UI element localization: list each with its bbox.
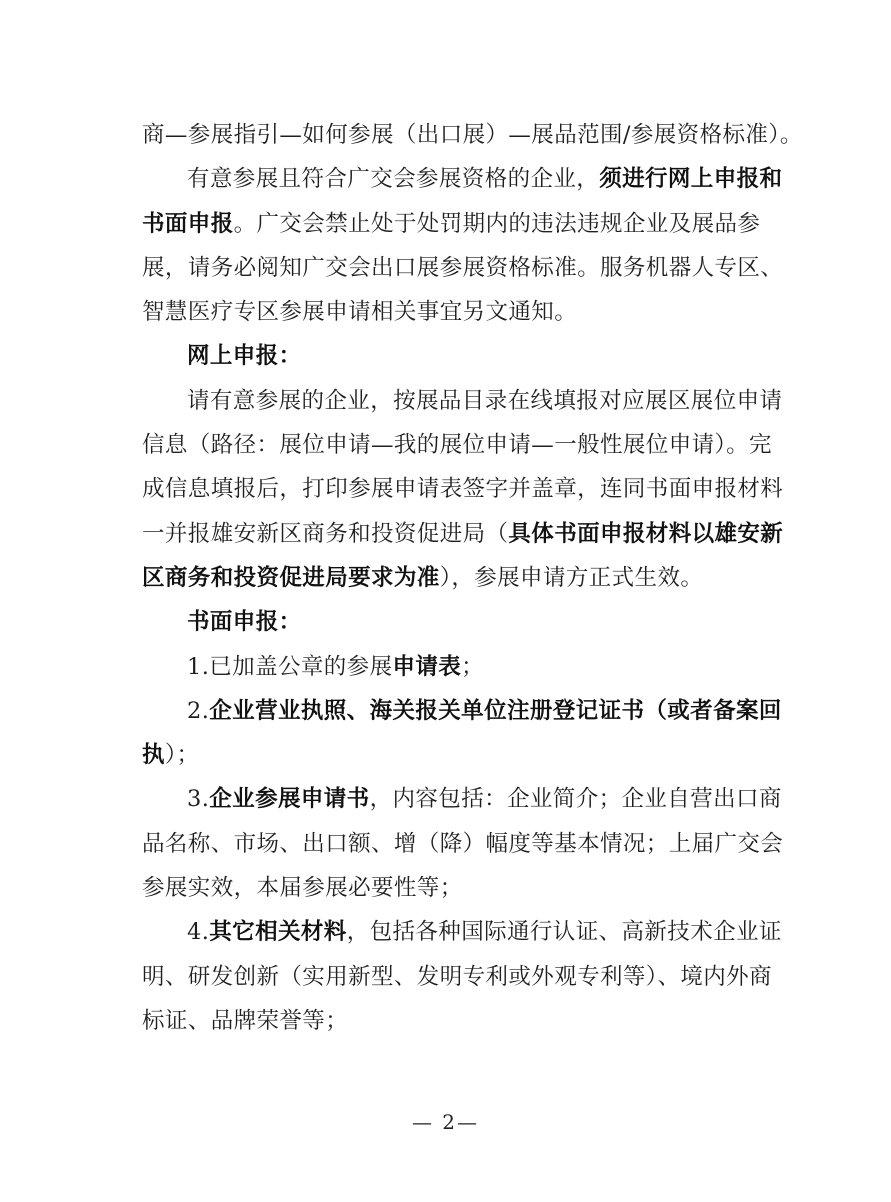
- bold-text-run: 执: [142, 742, 165, 769]
- text-line: [142, 113, 803, 157]
- text-line: [142, 999, 788, 1043]
- text-run: 3.: [187, 786, 210, 813]
- text-line: [142, 423, 788, 467]
- text-run: ；: [461, 653, 485, 680]
- text-line: [142, 955, 788, 999]
- bold-text-run: 须进行网上申报和: [599, 166, 783, 193]
- bold-text-run: 申请表: [392, 653, 462, 680]
- text-line: [142, 202, 788, 246]
- text-run: 有意参展且符合广交会参展资格的企业，: [187, 166, 600, 193]
- list-item: [142, 910, 788, 954]
- text-run: 展，请务必阅知广交会出口展参展资格标准。服务机器人专区、: [142, 254, 784, 281]
- text-run: 品名称、市场、出口额、增（降）幅度等基本情况；上届广交会: [142, 830, 784, 857]
- text-run: ，内容包括：企业简介；企业自营出口商: [369, 786, 782, 813]
- bold-text-run: 具体书面申报材料以雄安新: [508, 520, 784, 547]
- section-heading-online: [142, 334, 788, 378]
- text-line: [142, 246, 788, 290]
- text-run: 4.: [187, 919, 210, 946]
- text-run: 商—参展指引—如何参展（出口展）—展品范围/参展资格标准）。: [142, 122, 803, 148]
- text-run: 2.: [187, 697, 210, 724]
- text-run: 标证、品牌荣誉等；: [142, 1007, 349, 1034]
- text-line: [142, 733, 788, 777]
- section-heading-written: [142, 600, 788, 644]
- text-line: [142, 379, 788, 423]
- text-run: 智慧医疗专区参展申请相关事宜另文通知。: [142, 299, 578, 326]
- bold-text-run: 其它相关材料: [209, 919, 347, 946]
- list-item: [142, 689, 788, 733]
- list-item: [142, 645, 788, 689]
- document-body: [142, 113, 803, 1043]
- text-line: [142, 822, 788, 866]
- text-run: 。广交会禁止处于处罚期内的违法违规企业及展品参: [233, 210, 761, 237]
- text-run: 信息（路径：展位申请—我的展位申请—一般性展位申请）。完: [142, 432, 772, 459]
- text-line: [142, 866, 788, 910]
- bold-text-run: 书面申报: [142, 210, 234, 237]
- bold-text-run: 企业参展申请书: [209, 786, 370, 813]
- text-run: 1.已加盖公章的参展: [187, 653, 393, 680]
- list-item: [142, 777, 788, 821]
- bold-text-run: 网上申报：: [187, 343, 302, 370]
- text-line: [142, 512, 788, 556]
- text-run: 参展实效，本届参展必要性等；: [142, 875, 463, 902]
- page-number: — 2—: [411, 1110, 480, 1134]
- bold-text-run: 书面申报：: [187, 609, 302, 636]
- text-line: [142, 556, 788, 600]
- bold-text-run: 企业营业执照、海关报关单位注册登记证书（或者备案回: [209, 697, 782, 724]
- bold-text-run: 区商务和投资促进局要求为准: [142, 564, 440, 591]
- text-run: 一并报雄安新区商务和投资促进局（: [142, 520, 509, 547]
- text-run: ），参展申请方正式生效。: [439, 564, 704, 591]
- text-line: [142, 157, 788, 201]
- text-run: 成信息填报后，打印参展申请表签字并盖章，连同书面申报材料: [142, 476, 784, 503]
- text-run: ，包括各种国际通行认证、高新技术企业证: [346, 919, 782, 946]
- text-run: 明、研发创新（实用新型、发明专利或外观专利等）、境内外商: [142, 963, 772, 990]
- text-line: [142, 290, 788, 334]
- text-run: 请有意参展的企业，按展品目录在线填报对应展区展位申请: [187, 387, 783, 414]
- text-line: [142, 467, 788, 511]
- text-run: ）；: [164, 742, 200, 769]
